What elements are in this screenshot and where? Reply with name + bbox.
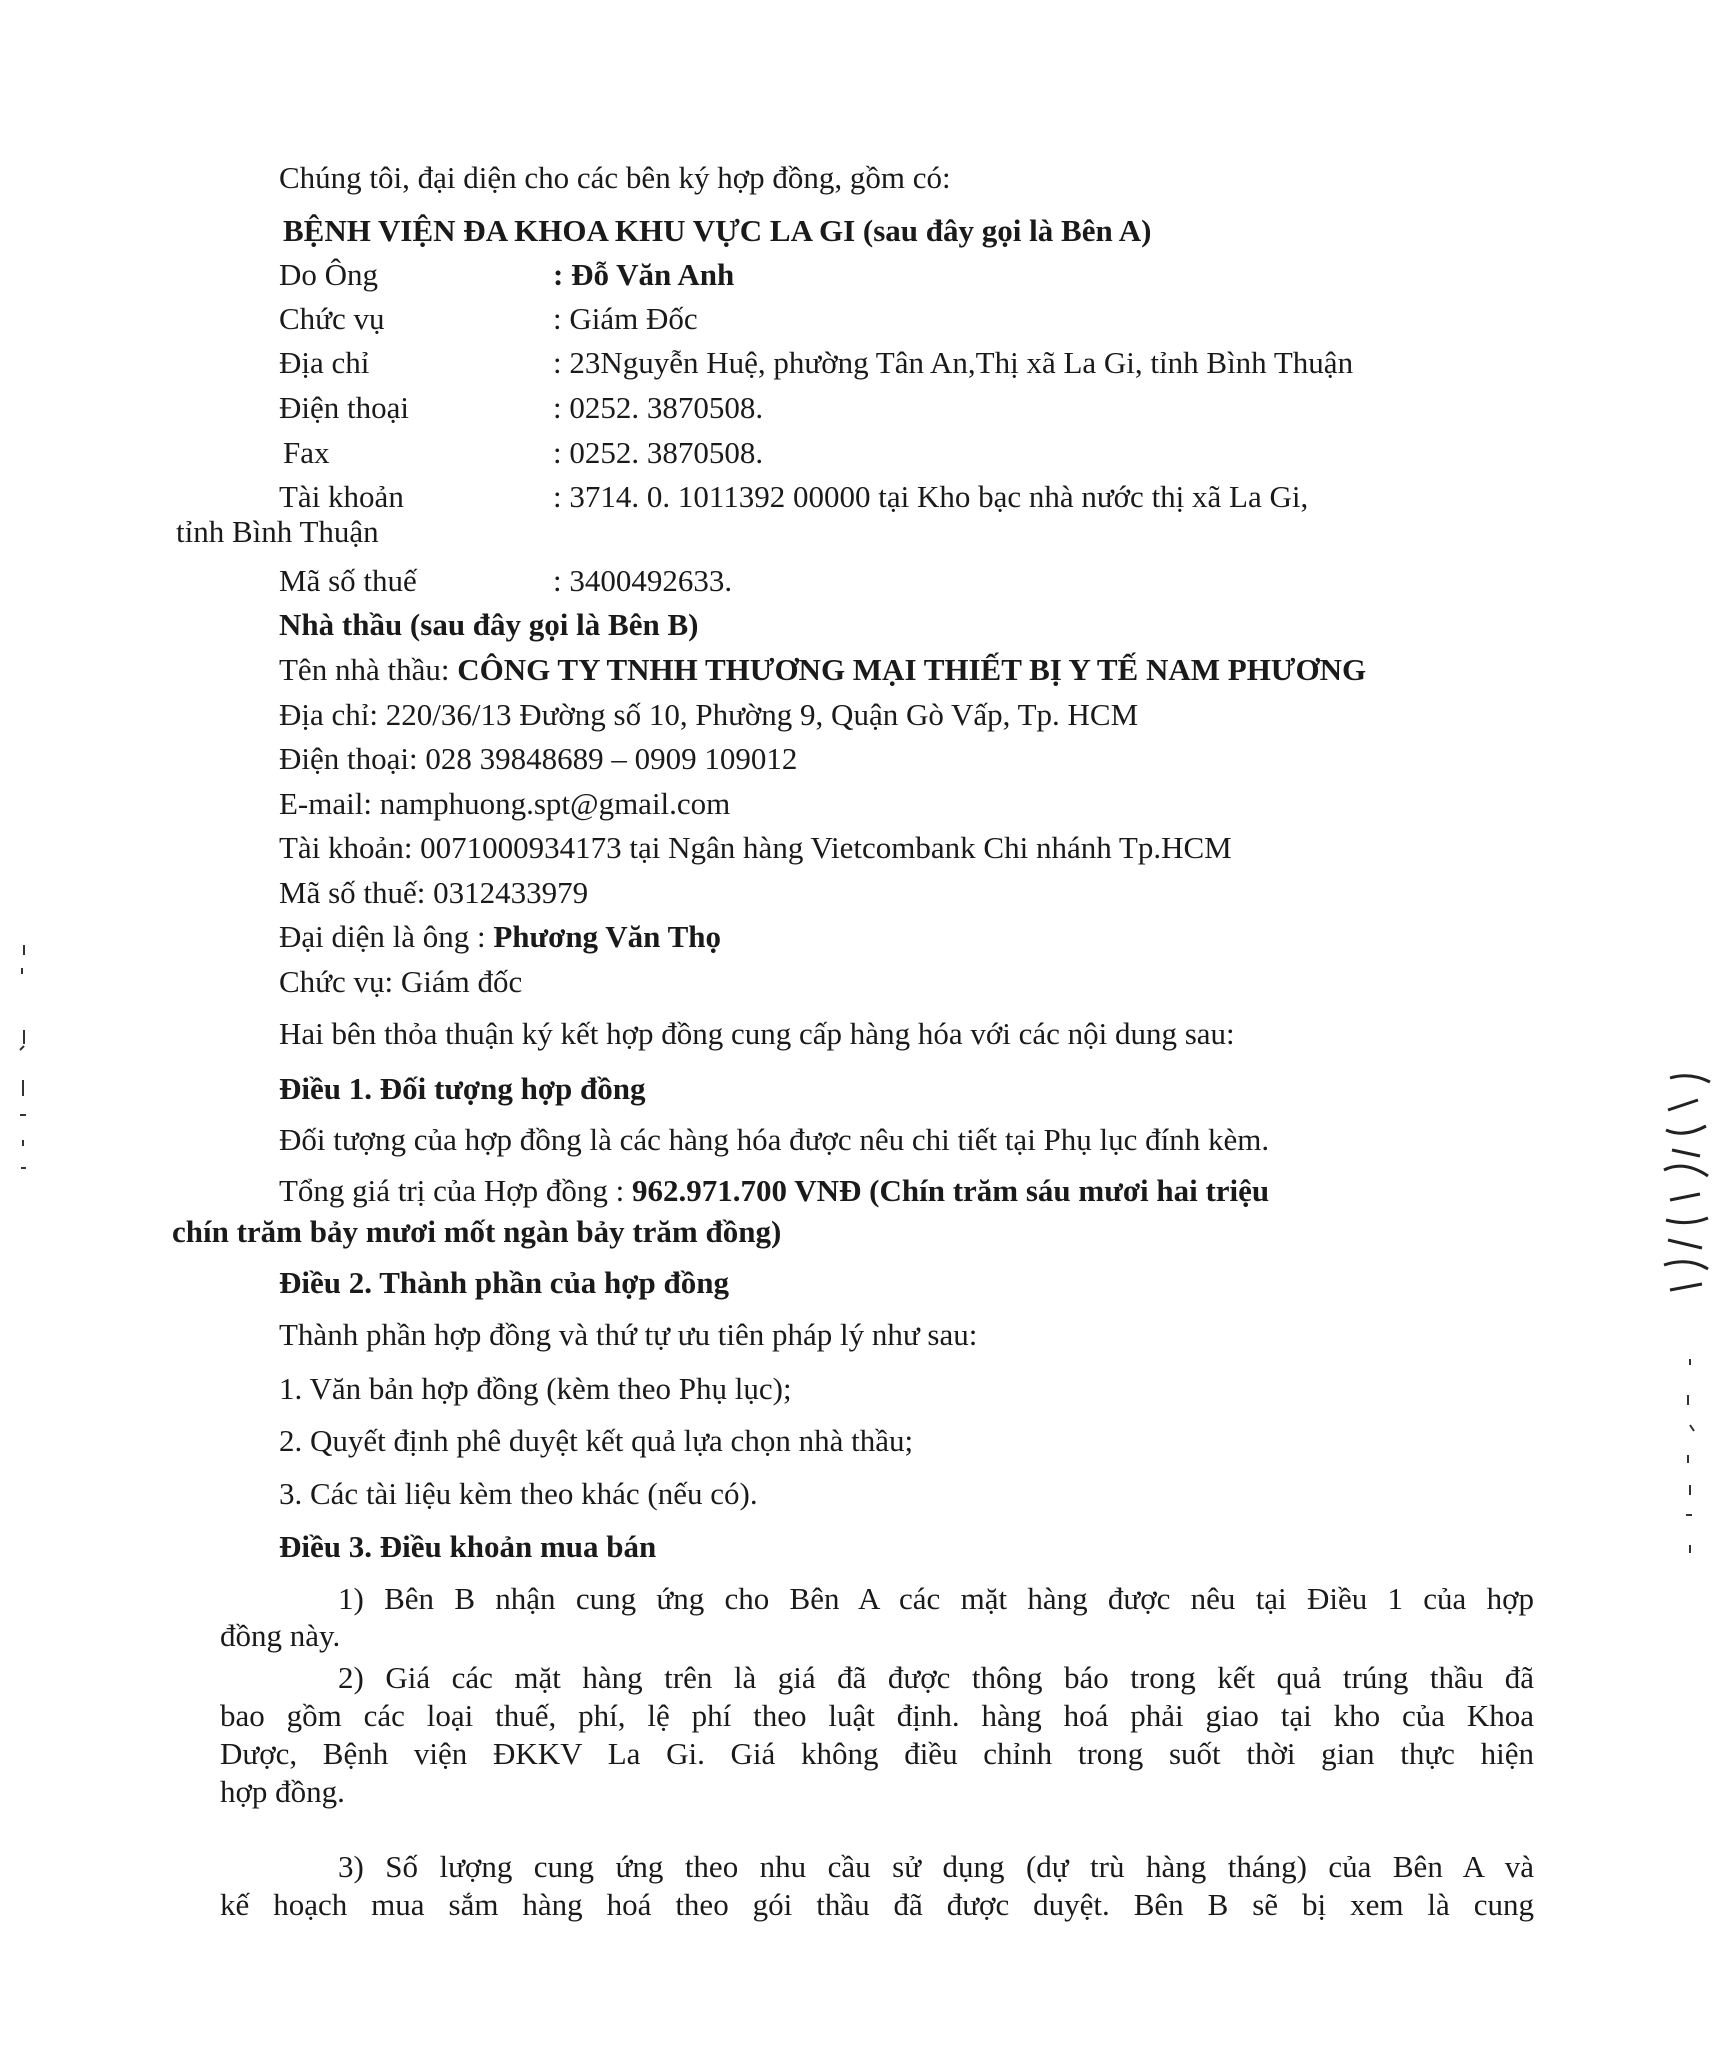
party-b-email: E-mail: namphuong.spt@gmail.com xyxy=(279,786,731,821)
party-a-row-representative xyxy=(279,256,1579,296)
agreement-line: Hai bên thỏa thuận ký kết hợp đồng cung cấp hàng hóa với các nội dung sau: xyxy=(279,1016,1235,1051)
row-label: Chức vụ xyxy=(279,301,385,336)
article-3-p2-line-1: 2) Giá các mặt hàng trên là giá đã được thông báo trong kết quả trúng thầu đã xyxy=(338,1660,1534,1695)
row-label: Địa chỉ xyxy=(279,345,370,380)
left-binding-marks xyxy=(14,940,34,1180)
party-b-name-line xyxy=(279,651,1366,689)
row-label: Do Ông xyxy=(279,257,379,292)
row-value: : 0252. 3870508. xyxy=(553,390,764,425)
article-3-p2-line-4: hợp đồng. xyxy=(220,1774,345,1809)
article-1-title: Điều 1. Đối tượng hợp đồng xyxy=(279,1071,646,1106)
article-2-item-2: 2. Quyết định phê duyệt kết quả lựa chọn nhà thầu; xyxy=(279,1423,914,1458)
row-value: : 0252. 3870508. xyxy=(553,435,764,470)
article-3-p3-line-2: kế hoạch mua sắm hàng hoá theo gói thầu đã được duyệt. Bên B sẽ bị xem là cung xyxy=(220,1887,1534,1922)
total-label: Tổng giá trị của Hợp đồng : xyxy=(279,1173,633,1208)
article-3-p2-line-3: Dược, Bệnh viện ĐKKV La Gi. Giá không điều chỉnh trong suốt thời gian thực hiện xyxy=(220,1736,1534,1771)
row-value: : Đỗ Văn Anh xyxy=(553,257,735,292)
party-b-representative-line xyxy=(279,918,721,956)
party-b-rep-label: Đại diện là ông : xyxy=(279,919,494,954)
row-label: Tài khoản xyxy=(279,479,404,514)
party-b-company-name: CÔNG TY TNHH THƯƠNG MẠI THIẾT BỊ Y TẾ NAM PHƯƠNG xyxy=(457,652,1367,687)
row-value: : 23Nguyễn Huệ, phường Tân An,Thị xã La Gi, tỉnh Bình Thuận xyxy=(553,345,1354,380)
row-label: Fax xyxy=(283,435,330,470)
row-value: : 3714. 0. 1011392 00000 tại Kho bạc nhà nước thị xã La Gi, xyxy=(553,479,1309,514)
party-a-account-continuation: tỉnh Bình Thuận xyxy=(176,514,379,549)
party-a-row-address xyxy=(279,344,1579,384)
article-3-p1-line-2: đồng này. xyxy=(220,1618,341,1653)
article-3-p2-line-2: bao gồm các loại thuế, phí, lệ phí theo luật định. hàng hoá phải giao tại kho của Khoa xyxy=(220,1698,1534,1733)
article-3-p1-line-1: 1) Bên B nhận cung ứng cho Bên A các mặt hàng được nêu tại Điều 1 của hợp xyxy=(338,1581,1534,1616)
article-2-intro: Thành phần hợp đồng và thứ tự ưu tiên pháp lý như sau: xyxy=(279,1317,978,1352)
article-1-total-line xyxy=(279,1172,1269,1210)
row-value: : Giám Đốc xyxy=(553,301,698,336)
article-2-item-3: 3. Các tài liệu kèm theo khác (nếu có). xyxy=(279,1476,758,1511)
party-b-position: Chức vụ: Giám đốc xyxy=(279,964,523,999)
party-a-row-position xyxy=(279,300,1579,340)
party-a-row-tax xyxy=(279,562,1579,602)
article-1-total-continuation: chín trăm bảy mươi mốt ngàn bảy trăm đồng) xyxy=(172,1214,782,1249)
party-a-row-fax xyxy=(283,434,1583,474)
party-b-address: Địa chỉ: 220/36/13 Đường số 10, Phường 9, Quận Gò Vấp, Tp. HCM xyxy=(279,697,1139,732)
row-label: Điện thoại xyxy=(279,390,409,425)
row-value: : 3400492633. xyxy=(553,563,733,598)
article-1-text: Đối tượng của hợp đồng là các hàng hóa được nêu chi tiết tại Phụ lục đính kèm. xyxy=(279,1122,1270,1157)
party-a-row-account xyxy=(279,478,1579,518)
party-b-name-label: Tên nhà thầu: xyxy=(279,652,458,687)
party-b-phone: Điện thoại: 028 39848689 – 0909 109012 xyxy=(279,741,798,776)
party-b-tax-code: Mã số thuế: 0312433979 xyxy=(279,875,589,910)
party-a-row-phone xyxy=(279,389,1579,429)
party-a-heading: BỆNH VIỆN ĐA KHOA KHU VỰC LA GI (sau đây gọi là Bên A) xyxy=(283,213,1152,248)
article-2-item-1: 1. Văn bản hợp đồng (kèm theo Phụ lục); xyxy=(279,1371,792,1406)
total-value: 962.971.700 VNĐ (Chín trăm sáu mươi hai triệu xyxy=(632,1173,1270,1208)
right-stamp-fragment xyxy=(1660,1070,1712,1300)
intro-line: Chúng tôi, đại diện cho các bên ký hợp đồng, gồm có: xyxy=(279,160,951,195)
article-3-p3-line-1: 3) Số lượng cung ứng theo nhu cầu sử dụng (dự trù hàng tháng) của Bên A và xyxy=(338,1849,1534,1884)
party-b-heading: Nhà thầu (sau đây gọi là Bên B) xyxy=(279,607,699,642)
right-edge-marks xyxy=(1680,1355,1700,1575)
row-label: Mã số thuế xyxy=(279,563,417,598)
party-b-rep-name: Phương Văn Thọ xyxy=(493,919,721,954)
article-2-title: Điều 2. Thành phần của hợp đồng xyxy=(279,1265,729,1300)
party-b-account: Tài khoản: 0071000934173 tại Ngân hàng Vietcombank Chi nhánh Tp.HCM xyxy=(279,830,1232,865)
article-3-title: Điều 3. Điều khoản mua bán xyxy=(279,1529,657,1564)
